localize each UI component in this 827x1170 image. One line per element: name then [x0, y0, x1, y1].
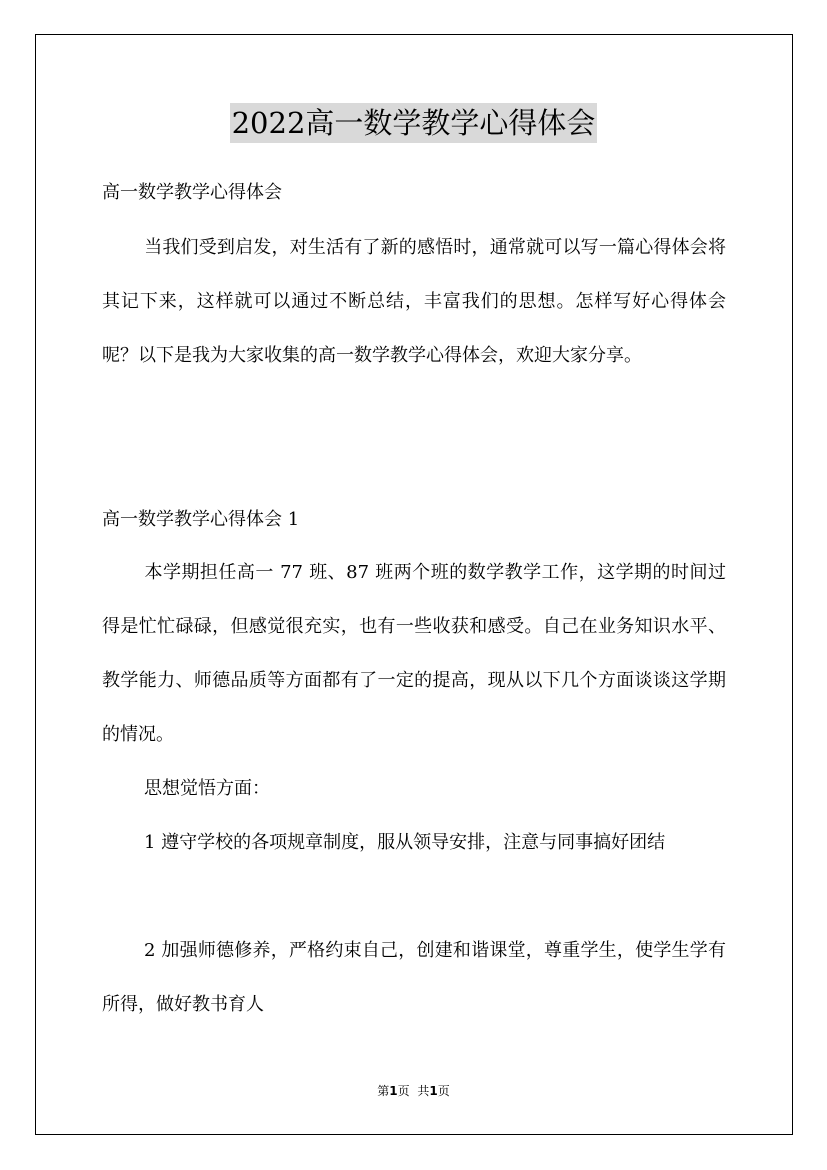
section1-paragraph-2 — [102, 762, 726, 816]
intro-paragraph-text: 当我们受到启发，对生活有了新的感悟时，通常就可以写一篇心得体会将其记下来，这样就可以通过不断总结，丰富我们的思想。怎样写好心得体会呢？以下是我为大家收集的高一数学教学心得体会，欢迎大家分享。 — [102, 237, 726, 366]
page-prefix: 第 — [377, 1084, 390, 1098]
section1-paragraph-4-text: 2 加强师德修养，严格约束自己，创建和谐课堂，尊重学生，使学生学有所得，做好教书育人 — [102, 940, 726, 1015]
title-container — [0, 103, 827, 143]
total-number: 1 — [429, 1084, 438, 1098]
section1-paragraph-3 — [102, 816, 726, 870]
page-suffix: 页 — [397, 1084, 410, 1098]
section1-heading: 高一数学教学心得体会 1 — [102, 509, 300, 530]
section1-paragraph-2-text: 思想觉悟方面： — [144, 778, 270, 799]
section1-paragraph-3-text: 1 遵守学校的各项规章制度，服从领导安排，注意与同事搞好团结 — [144, 832, 666, 853]
section1-paragraph-1 — [102, 546, 726, 762]
section1-paragraph-4 — [102, 924, 726, 1032]
intro-heading: 高一数学教学心得体会 — [102, 182, 282, 203]
total-suffix: 页 — [437, 1084, 450, 1098]
page-number: 1 — [389, 1084, 398, 1098]
intro-paragraph — [102, 221, 726, 383]
section1-paragraph-1-text: 本学期担任高一 77 班、87 班两个班的数学教学工作，这学期的时间过得是忙忙碌碌，但感觉很充实，也有一些收获和感受。自己在业务知识水平、教学能力、师德品质等方面都有了一定的提高，现从以下几个方面谈谈这学期的情况。 — [102, 562, 726, 745]
total-prefix: 共 — [417, 1084, 430, 1098]
page-footer — [0, 1083, 827, 1099]
document-title: 2022高一数学教学心得体会 — [230, 103, 598, 143]
